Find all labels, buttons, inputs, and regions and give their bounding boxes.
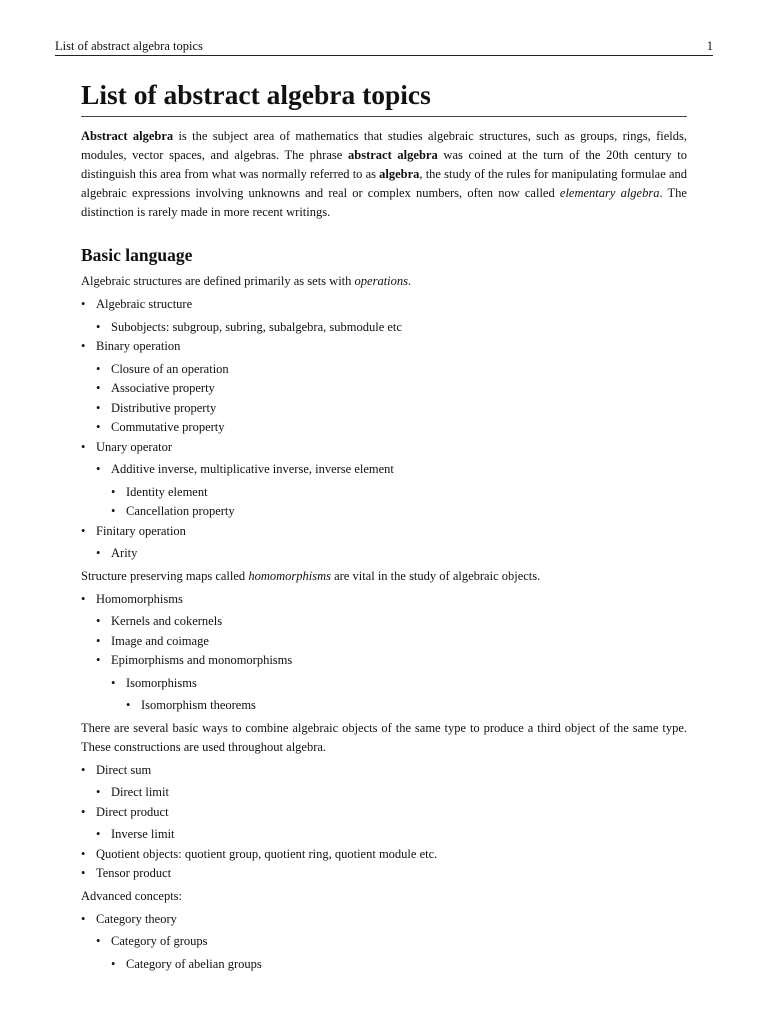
list-item-text: Homomorphisms: [96, 591, 183, 606]
bullet-list: [111, 674, 687, 716]
bullet-list: [96, 783, 687, 803]
list-item: [111, 651, 687, 716]
list-item: [111, 399, 687, 419]
page-title: List of abstract algebra topics: [81, 76, 687, 117]
list-item-text: Algebraic structure: [96, 297, 193, 311]
list-item-text: Inverse limit: [111, 827, 175, 841]
bullet-list: [81, 295, 687, 564]
list-item: [126, 502, 687, 522]
list-item: [96, 864, 687, 884]
running-header: [55, 38, 713, 56]
list-item: [111, 318, 687, 338]
list-item: [96, 522, 687, 564]
list-item: [111, 544, 687, 564]
bullet-list: [96, 460, 687, 522]
bullet-list: [96, 932, 687, 974]
list-item: [96, 590, 687, 716]
list-item-text: Direct product: [96, 804, 169, 819]
bullet-list: [111, 955, 687, 975]
list-item: [111, 632, 687, 652]
intro-bold-term: abstract algebra: [348, 148, 438, 162]
list-item: [126, 955, 687, 975]
list-item-text: Tensor product: [96, 866, 172, 880]
list-item-text: Commutative property: [111, 420, 225, 434]
intro-text: , the study of the rules for manipulating formulae and algebraic expressions involving unknowns and real or complex numbers, often now called: [81, 167, 687, 200]
list-item: [96, 803, 687, 845]
bullet-list: [96, 544, 687, 564]
list-item-text: Direct limit: [111, 785, 169, 799]
bullet-list: [96, 825, 687, 845]
intro-text: . The distinction is rarely made in more recent writings.: [81, 186, 687, 219]
paragraph-text: Algebraic structures are defined primarily as sets with: [81, 274, 355, 288]
list-item: [96, 337, 687, 438]
list-item-text: Arity: [111, 546, 138, 560]
list-item: [111, 612, 687, 632]
bullet-list: [96, 360, 687, 438]
bullet-list: [126, 696, 687, 716]
list-item: [111, 783, 687, 803]
list-item: [111, 932, 687, 974]
list-item: [96, 910, 687, 975]
list-item-text: Category theory: [96, 911, 177, 926]
list-item: [96, 295, 687, 337]
paragraph: [81, 272, 687, 291]
list-item-text: Associative property: [111, 381, 215, 395]
list-item: [96, 438, 687, 522]
list-item-text: Identity element: [126, 484, 208, 499]
list-item-text: Epimorphisms and monomorphisms: [111, 653, 293, 667]
list-item: [141, 696, 687, 716]
list-item-text: Binary operation: [96, 339, 181, 353]
list-item: [96, 845, 687, 865]
list-item: [96, 761, 687, 803]
list-item-text: Closure of an operation: [111, 361, 229, 376]
bullet-list: [96, 318, 687, 338]
bullet-list: [81, 761, 687, 884]
intro-italic-term: elementary algebra: [559, 186, 660, 200]
list-item-text: Unary operator: [96, 439, 173, 454]
list-item: [111, 379, 687, 399]
intro-text: is the subject area of mathematics that studies algebraic structures, such as groups, rings, fields, modules, vector spaces, and algebras. The phrase: [81, 129, 687, 162]
paragraph: There are several basic ways to combine algebraic objects of the same type to produce a third object of the same type. These constructions are used throughout algebra.: [81, 720, 687, 754]
bullet-list: [81, 910, 687, 975]
list-item: [111, 418, 687, 438]
list-item: [126, 674, 687, 716]
article-body: [81, 76, 687, 974]
bullet-list: [111, 483, 687, 522]
running-header-title: List of abstract algebra topics: [55, 39, 203, 53]
list-item: [111, 825, 687, 845]
intro-paragraph: [81, 127, 687, 222]
list-item-text: Distributive property: [111, 400, 217, 415]
intro-bold-term: algebra: [379, 167, 420, 181]
paragraph-text: Structure preserving maps called: [81, 568, 249, 583]
list-item: [111, 360, 687, 380]
list-item: [111, 460, 687, 522]
list-item-text: Category of groups: [111, 934, 208, 948]
italic-term: operations: [354, 274, 409, 288]
italic-term: homomorphisms: [248, 568, 331, 583]
list-item: [126, 483, 687, 503]
list-item-text: Direct sum: [96, 762, 152, 777]
paragraph: [81, 567, 687, 586]
list-item-text: Quotient objects: quotient group, quotient ring, quotient module etc.: [96, 846, 438, 861]
intro-text: was coined at the turn of the 20th century to distinguish this area from what was normally referred to as: [81, 148, 687, 181]
bullet-list: [81, 590, 687, 716]
list-item-text: Cancellation property: [126, 504, 235, 518]
intro-bold-term: Abstract algebra: [81, 129, 174, 143]
bullet-list: [96, 612, 687, 716]
paragraph-text: are vital in the study of algebraic objects.: [330, 568, 541, 583]
list-item-text: Category of abelian groups: [126, 956, 262, 971]
paragraph-text: .: [408, 274, 412, 288]
list-item-text: Image and coimage: [111, 633, 209, 648]
paragraph: Advanced concepts:: [81, 888, 183, 903]
list-item-text: Isomorphisms: [126, 675, 197, 690]
page-number: 1: [706, 39, 713, 53]
list-item-text: Additive inverse, multiplicative inverse, inverse element: [111, 462, 394, 476]
list-item-text: Kernels and cokernels: [111, 614, 223, 628]
list-item-text: Isomorphism theorems: [141, 698, 256, 712]
section-heading: Basic language: [81, 245, 193, 265]
list-item-text: Subobjects: subgroup, subring, subalgebra, submodule etc: [111, 319, 402, 334]
list-item-text: Finitary operation: [96, 523, 186, 538]
